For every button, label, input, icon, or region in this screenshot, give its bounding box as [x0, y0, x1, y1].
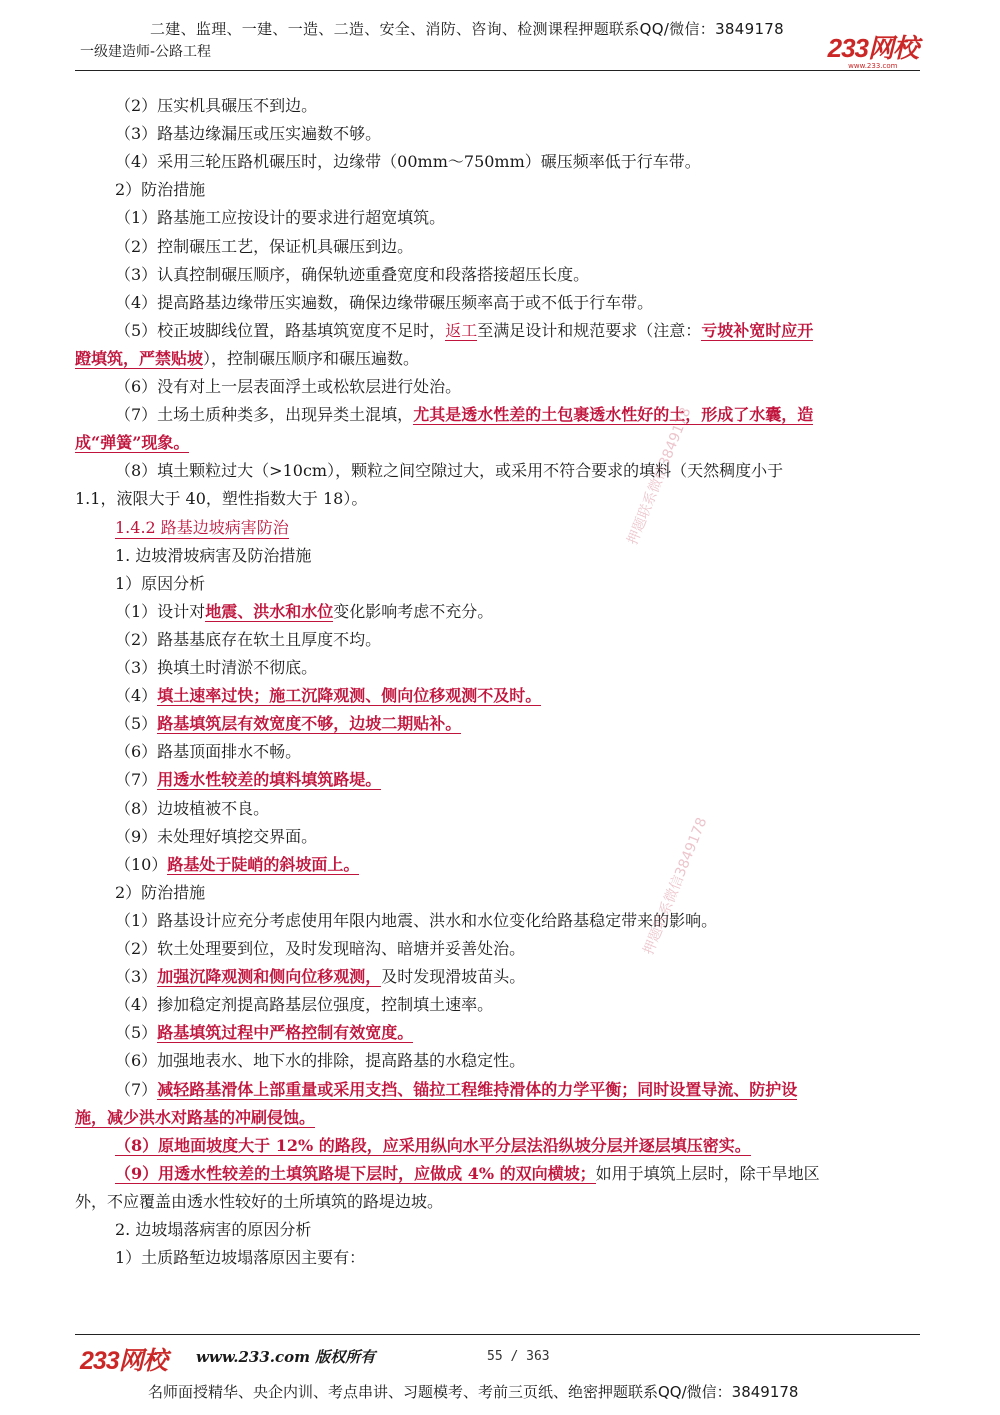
text-span: 外，不应覆盖由透水性较好的土所填筑的路堤边坡。 [75, 1191, 444, 1211]
text-line [75, 766, 970, 794]
text-line [75, 879, 970, 907]
footer-copyright: www.233.com 版权所有 [196, 1348, 376, 1366]
text-span: （1）路基施工应按设计的要求进行超宽填筑。 [115, 208, 446, 228]
text-line [75, 542, 970, 570]
text-span: （3） [115, 967, 158, 987]
highlighted-text: 路基填筑过程中严格控制有效宽度。 [157, 1023, 414, 1043]
text-line [75, 963, 970, 991]
header-logo-url: www.233.com [848, 62, 898, 70]
text-line [75, 1076, 970, 1104]
text-span: 如用于填筑上层时，除干旱地区 [595, 1163, 820, 1183]
text-line [75, 401, 970, 429]
text-line [75, 261, 970, 289]
text-line [75, 373, 970, 401]
header-logo [828, 28, 918, 70]
text-line [75, 204, 970, 232]
text-line [75, 92, 970, 120]
page-current: 55 [487, 1349, 503, 1364]
text-line [75, 654, 970, 682]
text-span: （2）软土处理要到位，及时发现暗沟、暗塘并妥善处治。 [115, 939, 526, 958]
footer-logo-text: 233网校 [80, 1347, 167, 1375]
highlighted-text: 用透水性较差的填料填筑路堤。 [157, 770, 382, 790]
text-line [75, 738, 970, 766]
text-span: （4）掺加稳定剂提高路基层位强度，控制填土速率。 [115, 995, 494, 1015]
footer-logo [80, 1341, 167, 1377]
text-span: （5） [115, 714, 158, 734]
text-line [75, 429, 930, 457]
text-line [75, 1132, 970, 1160]
text-line [75, 514, 970, 542]
text-line [75, 148, 970, 176]
text-line [75, 823, 970, 851]
highlighted-text: 尤其是透水性差的土包裹透水性好的土，形成了水囊，造 [413, 405, 814, 425]
highlighted-text: 蹬填筑，严禁贴坡 [75, 348, 204, 368]
text-line [75, 598, 970, 626]
text-span: 变化影响考虑不充分。 [333, 601, 494, 621]
text-span: （2）路基基底存在软土且厚度不均。 [115, 629, 382, 649]
highlighted-text: 亏坡补宽时应开 [701, 320, 814, 340]
highlighted-text: 返工 [445, 320, 478, 340]
text-line [75, 1188, 930, 1216]
text-span: 1.1，液限大于 40，塑性指数大于 18）。 [75, 489, 368, 509]
text-line [75, 795, 970, 823]
text-line [75, 176, 970, 204]
text-span: ），控制碾压顺序和碾压遍数。 [203, 348, 420, 368]
text-line [75, 1244, 970, 1272]
highlighted-text: 地震、洪水和水位 [205, 601, 334, 621]
text-span: （5）校正坡脚线位置，路基填筑宽度不足时， [115, 320, 446, 340]
text-span: （7） [115, 770, 158, 790]
text-span: 1）原因分析 [115, 573, 206, 593]
text-span: 2）防治措施 [115, 882, 206, 902]
text-span: （4） [115, 686, 158, 706]
text-span: 1. 边坡滑坡病害及防治措施 [115, 545, 312, 565]
text-span: （1）路基设计应充分考虑使用年限内地震、洪水和水位变化给路基稳定带来的影响。 [115, 910, 718, 930]
text-span: （3）路基边缘漏压或压实遍数不够。 [115, 124, 382, 144]
text-span: （2）压实机具碾压不到边。 [115, 96, 318, 115]
text-span: （6）加强地表水、地下水的排除，提高路基的水稳定性。 [115, 1051, 526, 1071]
text-line [75, 570, 970, 598]
text-line [75, 345, 930, 373]
highlighted-text: 成“弹簧”现象。 [75, 433, 190, 453]
text-span: 至满足设计和规范要求（注意： [477, 320, 702, 340]
text-span: 2）防治措施 [115, 180, 206, 200]
highlighted-text: 施，减少洪水对路基的冲刷侵蚀。 [75, 1107, 316, 1127]
text-line [75, 1216, 970, 1244]
text-span: （1）设计对 [115, 601, 206, 621]
text-line [75, 1019, 970, 1047]
highlighted-text: 加强沉降观测和侧向位移观测， [157, 967, 382, 987]
text-line [75, 710, 970, 738]
text-line [75, 289, 970, 317]
header-logo-text: 233网校 [827, 33, 918, 63]
header-divider [75, 70, 920, 71]
text-span: （7） [115, 1079, 158, 1099]
page-indicator: 55 / 363 [487, 1349, 550, 1364]
highlighted-text: 路基填筑层有效宽度不够，边坡二期贴补。 [157, 714, 462, 734]
text-span: 1）土质路堑边坡塌落原因主要有： [115, 1248, 366, 1268]
highlighted-text: （9）用透水性较差的土填筑路堤下层时，应做成 4% 的双向横坡； [115, 1163, 596, 1183]
text-line [75, 1160, 970, 1188]
text-line [75, 991, 970, 1019]
text-line [75, 317, 970, 345]
text-line [75, 120, 970, 148]
text-line [75, 682, 970, 710]
text-span: （8）边坡植被不良。 [115, 798, 270, 818]
text-line [75, 907, 970, 935]
footer-divider [75, 1334, 920, 1335]
text-span: 2. 边坡塌落病害的原因分析 [115, 1220, 312, 1239]
section-heading: 1.4.2 路基边坡病害防治 [115, 517, 289, 537]
text-span: （5） [115, 1023, 158, 1043]
footer-ad-text: 名师面授精华、央企内训、考点串讲、习题模考、考前三页纸、绝密押题联系QQ/微信：3849178 [148, 1383, 799, 1401]
text-line [75, 485, 930, 513]
page-total: 363 [526, 1349, 550, 1364]
text-line [75, 851, 970, 879]
text-span: （2）控制碾压工艺，保证机具碾压到边。 [115, 236, 414, 256]
text-span: （4）采用三轮压路机碾压时，边缘带（00mm～750mm）碾压频率低于行车带。 [115, 152, 701, 172]
text-line [75, 626, 970, 654]
text-span: （9）未处理好填挖交界面。 [115, 826, 318, 846]
text-span: （3）认真控制碾压顺序，确保轨迹重叠宽度和段落搭接超压长度。 [115, 264, 590, 284]
text-line [75, 935, 970, 963]
highlighted-text: 填土速率过快；施工沉降观测、侧向位移观测不及时。 [157, 686, 542, 706]
text-span: （3）换填土时清淤不彻底。 [115, 658, 318, 677]
text-span: （4）提高路基边缘带压实遍数，确保边缘带碾压频率高于或不低于行车带。 [115, 292, 654, 312]
text-span: （6）没有对上一层表面浮土或松软层进行处治。 [115, 377, 462, 396]
text-span: （6）路基顶面排水不畅。 [115, 742, 302, 762]
text-span: （8）填土颗粒过大（>10cm），颗粒之间空隙过大，或采用不符合要求的填料（天然稠度小于 [115, 461, 784, 481]
highlighted-text: 路基处于陡峭的斜坡面上。 [167, 854, 360, 874]
text-line [75, 1104, 930, 1132]
header-ad-text: 二建、监理、一建、一造、二造、安全、消防、咨询、检测课程押题联系QQ/微信：3849178 [150, 20, 784, 38]
highlighted-text: （8）原地面坡度大于 12% 的路段，应采用纵向水平分层法沿纵坡分层并逐层填压密实。 [115, 1135, 751, 1155]
text-span: （7）土场土质种类多，出现异类土混填， [115, 405, 414, 425]
watermark: 押题联系微信3849178 [640, 815, 711, 958]
text-span: （10） [115, 854, 168, 874]
text-span: 及时发现滑坡苗头。 [381, 967, 526, 987]
watermark: 押题联系微信3849178 [624, 405, 695, 548]
highlighted-text: 减轻路基滑体上部重量或采用支挡、锚拉工程维持滑体的力学平衡；同时设置导流、防护设 [157, 1079, 798, 1099]
text-line [75, 233, 970, 261]
text-line [75, 1047, 970, 1075]
text-line [75, 457, 970, 485]
header-subtitle: 一级建造师-公路工程 [80, 44, 212, 60]
